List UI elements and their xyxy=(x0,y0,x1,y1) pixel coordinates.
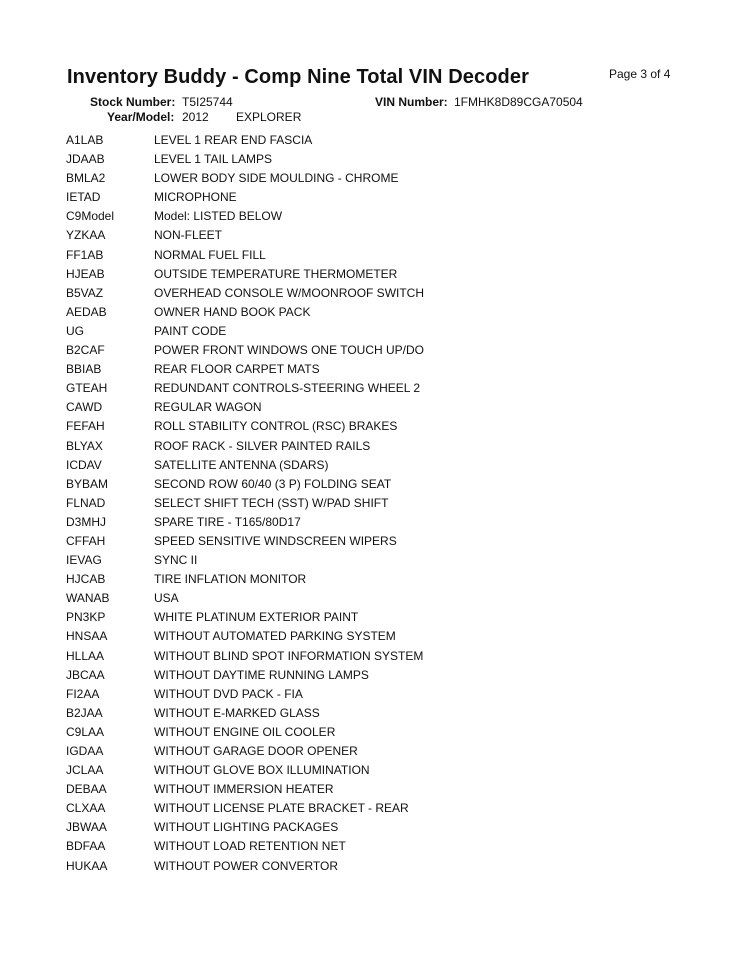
option-description: WITHOUT IMMERSION HEATER xyxy=(154,782,334,797)
list-item xyxy=(66,839,686,858)
option-code: CFFAH xyxy=(66,533,106,548)
option-code: C9Model xyxy=(66,209,115,224)
option-code: BMLA2 xyxy=(66,171,106,186)
list-item xyxy=(66,362,686,381)
model-value: EXPLORER xyxy=(236,110,302,124)
option-description: PAINT CODE xyxy=(154,323,227,338)
list-item xyxy=(66,610,686,629)
option-description: WITHOUT LOAD RETENTION NET xyxy=(154,839,346,854)
option-description: MICROPHONE xyxy=(154,190,237,205)
list-item xyxy=(66,343,686,362)
list-item xyxy=(66,859,686,878)
option-description: WITHOUT E-MARKED GLASS xyxy=(154,705,320,720)
option-code: HNSAA xyxy=(66,629,108,644)
option-code: ICDAV xyxy=(66,457,102,472)
list-item xyxy=(66,782,686,801)
vin-number-label: VIN Number: xyxy=(375,95,448,109)
year-model-label: Year/Model: xyxy=(107,110,175,124)
option-description: REAR FLOOR CARPET MATS xyxy=(154,362,320,377)
option-description: WITHOUT GARAGE DOOR OPENER xyxy=(154,744,358,758)
option-description: SPEED SENSITIVE WINDSCREEN WIPERS xyxy=(154,533,397,548)
list-item xyxy=(66,171,686,190)
option-description: POWER FRONT WINDOWS ONE TOUCH UP/DO xyxy=(154,343,425,358)
option-code: B5VAZ xyxy=(66,285,104,300)
list-item xyxy=(66,649,686,668)
option-code: BBIAB xyxy=(66,362,102,377)
option-description: WITHOUT POWER CONVERTOR xyxy=(154,858,339,873)
list-item xyxy=(66,629,686,648)
option-code: FI2AA xyxy=(66,686,100,701)
page-title: Inventory Buddy - Comp Nine Total VIN Decoder xyxy=(67,66,529,88)
list-item xyxy=(66,190,686,209)
option-description: NORMAL FUEL FILL xyxy=(154,247,266,262)
option-description: Model: LISTED BELOW xyxy=(154,209,283,224)
option-description: LOWER BODY SIDE MOULDING - CHROME xyxy=(154,171,399,186)
option-description: WITHOUT LICENSE PLATE BRACKET - REAR xyxy=(154,801,409,816)
option-description: WITHOUT DAYTIME RUNNING LAMPS xyxy=(154,667,369,682)
list-item xyxy=(66,133,686,152)
list-item xyxy=(66,591,686,610)
list-item xyxy=(66,687,686,706)
option-description: SELECT SHIFT TECH (SST) W/PAD SHIFT xyxy=(154,495,389,510)
list-item xyxy=(66,381,686,400)
list-item xyxy=(66,305,686,324)
list-item xyxy=(66,477,686,496)
option-description: WITHOUT GLOVE BOX ILLUMINATION xyxy=(154,763,370,778)
option-code: JDAAB xyxy=(66,152,105,167)
list-item xyxy=(66,763,686,782)
option-code: HUKAA xyxy=(66,858,108,873)
list-item xyxy=(66,553,686,572)
list-item xyxy=(66,820,686,839)
option-description: TIRE INFLATION MONITOR xyxy=(154,572,307,587)
option-description: OVERHEAD CONSOLE W/MOONROOF SWITCH xyxy=(154,285,425,300)
list-item xyxy=(66,725,686,744)
list-item xyxy=(66,706,686,725)
list-item xyxy=(66,267,686,286)
option-code: IETAD xyxy=(66,190,101,205)
option-code: A1LAB xyxy=(66,133,104,147)
list-item xyxy=(66,152,686,171)
option-description: SYNC II xyxy=(154,553,198,568)
option-code: HJCAB xyxy=(66,572,106,587)
list-item xyxy=(66,801,686,820)
list-item xyxy=(66,324,686,343)
option-code: FEFAH xyxy=(66,419,105,434)
option-code: JBCAA xyxy=(66,667,105,682)
stock-number-label: Stock Number: xyxy=(90,95,176,109)
option-code: GTEAH xyxy=(66,381,108,396)
option-code: JBWAA xyxy=(66,820,107,835)
stock-number-value: T5I25744 xyxy=(182,95,233,109)
option-code: WANAB xyxy=(66,591,110,606)
list-item xyxy=(66,286,686,305)
option-description: REDUNDANT CONTROLS-STEERING WHEEL 2 xyxy=(154,381,421,396)
list-item xyxy=(66,400,686,419)
list-item xyxy=(66,228,686,247)
list-item xyxy=(66,419,686,438)
option-description: SATELLITE ANTENNA (SDARS) xyxy=(154,457,329,472)
list-item xyxy=(66,744,686,763)
option-code: CAWD xyxy=(66,400,103,415)
option-code: BLYAX xyxy=(66,438,103,453)
option-code: FF1AB xyxy=(66,247,104,262)
option-code: HLLAA xyxy=(66,648,105,663)
option-code: C9LAA xyxy=(66,724,105,739)
option-code: PN3KP xyxy=(66,610,106,625)
option-description: ROLL STABILITY CONTROL (RSC) BRAKES xyxy=(154,419,398,434)
option-description: OWNER HAND BOOK PACK xyxy=(154,304,311,319)
option-code: CLXAA xyxy=(66,801,106,816)
list-item xyxy=(66,248,686,267)
option-code: IGDAA xyxy=(66,744,104,758)
option-code: UG xyxy=(66,323,84,338)
option-code: B2CAF xyxy=(66,343,105,358)
option-code: BYBAM xyxy=(66,476,109,491)
list-item xyxy=(66,572,686,591)
list-item xyxy=(66,209,686,228)
vin-number-value: 1FMHK8D89CGA70504 xyxy=(454,95,583,109)
list-item xyxy=(66,439,686,458)
option-description: ROOF RACK - SILVER PAINTED RAILS xyxy=(154,438,371,453)
option-description: NON-FLEET xyxy=(154,228,223,243)
option-description: OUTSIDE TEMPERATURE THERMOMETER xyxy=(154,266,398,281)
option-code: D3MHJ xyxy=(66,514,107,529)
option-code: BDFAA xyxy=(66,839,106,854)
option-description: SECOND ROW 60/40 (3 P) FOLDING SEAT xyxy=(154,476,392,491)
option-description: LEVEL 1 TAIL LAMPS xyxy=(154,152,273,167)
page-number: Page 3 of 4 xyxy=(609,67,671,81)
option-description: WITHOUT ENGINE OIL COOLER xyxy=(154,724,336,739)
option-description: WITHOUT LIGHTING PACKAGES xyxy=(154,820,339,835)
list-item xyxy=(66,668,686,687)
option-description: WITHOUT DVD PACK - FIA xyxy=(154,686,303,701)
option-code: FLNAD xyxy=(66,495,106,510)
option-description: WITHOUT AUTOMATED PARKING SYSTEM xyxy=(154,629,396,644)
option-code: HJEAB xyxy=(66,266,105,281)
option-description: USA xyxy=(154,591,179,606)
option-code: JCLAA xyxy=(66,763,104,778)
list-item xyxy=(66,458,686,477)
year-value: 2012 xyxy=(182,110,209,124)
option-description: WITHOUT BLIND SPOT INFORMATION SYSTEM xyxy=(154,648,424,663)
option-code: B2JAA xyxy=(66,705,103,720)
option-code: YZKAA xyxy=(66,228,106,243)
list-item xyxy=(66,496,686,515)
option-description: REGULAR WAGON xyxy=(154,400,262,415)
option-code: DEBAA xyxy=(66,782,107,797)
option-description: LEVEL 1 REAR END FASCIA xyxy=(154,133,313,147)
option-code: AEDAB xyxy=(66,304,107,319)
option-code-list xyxy=(66,133,686,878)
option-description: SPARE TIRE - T165/80D17 xyxy=(154,514,301,529)
list-item xyxy=(66,515,686,534)
list-item xyxy=(66,534,686,553)
option-code: IEVAG xyxy=(66,553,102,568)
option-description: WHITE PLATINUM EXTERIOR PAINT xyxy=(154,610,359,625)
